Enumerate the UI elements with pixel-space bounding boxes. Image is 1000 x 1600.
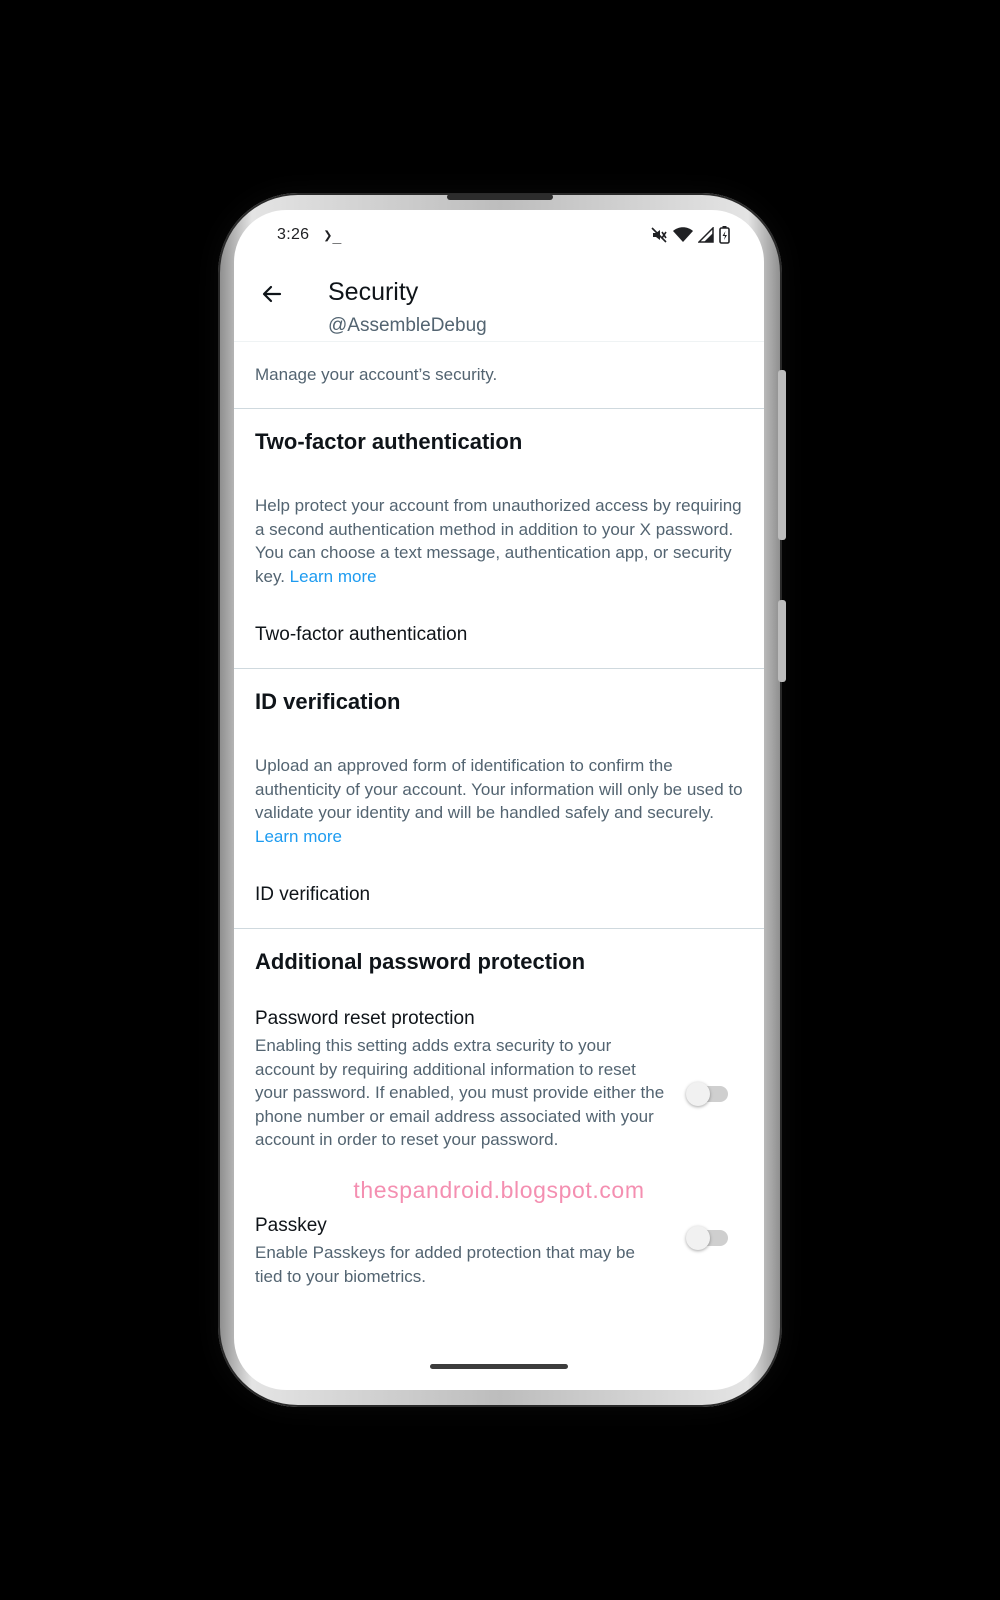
two-factor-row[interactable]: Two-factor authentication bbox=[255, 624, 468, 645]
password-reset-protection-row[interactable] bbox=[234, 1008, 764, 1198]
wifi-icon bbox=[673, 227, 693, 243]
passkey-toggle[interactable] bbox=[690, 1230, 728, 1246]
section-two-factor bbox=[234, 409, 764, 669]
password-reset-description: Enabling this setting adds extra security to your account by requiring additional information to reset your password. If enabled, you must provide either the phone number or email address associated with your account in order to reset your password. bbox=[255, 1036, 665, 1149]
section-desc-two-factor bbox=[234, 494, 764, 588]
watermark-text: thespandroid.blogspot.com bbox=[353, 1177, 645, 1203]
account-handle: @AssembleDebug bbox=[328, 315, 487, 336]
intro-text: Manage your account’s security. bbox=[234, 343, 764, 409]
page-title: Security bbox=[328, 278, 419, 306]
passkey-description: Enable Passkeys for added protection that may be tied to your biometrics. bbox=[255, 1243, 635, 1286]
id-verification-row[interactable]: ID verification bbox=[255, 884, 371, 905]
passkey-title: Passkey bbox=[255, 1215, 327, 1236]
section-desc-id-verification bbox=[234, 754, 764, 848]
back-button[interactable] bbox=[252, 276, 292, 316]
phone-screen bbox=[234, 210, 764, 1390]
app-header bbox=[234, 260, 764, 342]
two-factor-description: Help protect your account from unauthorized access by requiring a second authentication method in addition to your X password. You can choose a text message, authentication app, or security key. bbox=[255, 496, 742, 586]
status-bar bbox=[234, 210, 764, 260]
section-title-id-verification: ID verification bbox=[255, 689, 401, 714]
power-button bbox=[778, 370, 786, 540]
toggle-knob bbox=[686, 1226, 710, 1250]
id-verification-description: Upload an approved form of identification to confirm the authenticity of your account. Your information will only be used to validate your identity and will be handled safely and securely. bbox=[255, 756, 743, 822]
home-indicator[interactable] bbox=[430, 1364, 568, 1369]
section-id-verification bbox=[234, 669, 764, 929]
password-reset-toggle[interactable] bbox=[690, 1086, 728, 1102]
phone-speaker bbox=[447, 194, 553, 200]
section-title-two-factor: Two-factor authentication bbox=[255, 429, 523, 454]
status-icons bbox=[650, 226, 730, 244]
section-password-protection bbox=[234, 929, 764, 1298]
battery-icon bbox=[719, 226, 730, 244]
learn-more-link-id-verification[interactable]: Learn more bbox=[255, 826, 342, 846]
section-title-password-protection: Additional password protection bbox=[255, 949, 586, 974]
mute-icon bbox=[650, 226, 668, 244]
volume-button bbox=[778, 600, 786, 682]
settings-content bbox=[234, 343, 764, 1298]
status-time: 3:26 bbox=[277, 226, 310, 243]
passkey-row[interactable] bbox=[234, 1198, 764, 1298]
learn-more-link-two-factor[interactable]: Learn more bbox=[289, 566, 377, 586]
arrow-left-icon bbox=[260, 282, 284, 311]
password-reset-title: Password reset protection bbox=[255, 1008, 475, 1029]
terminal-icon: ❯_ bbox=[323, 226, 342, 244]
toggle-knob bbox=[686, 1082, 710, 1106]
signal-icon bbox=[698, 227, 714, 243]
